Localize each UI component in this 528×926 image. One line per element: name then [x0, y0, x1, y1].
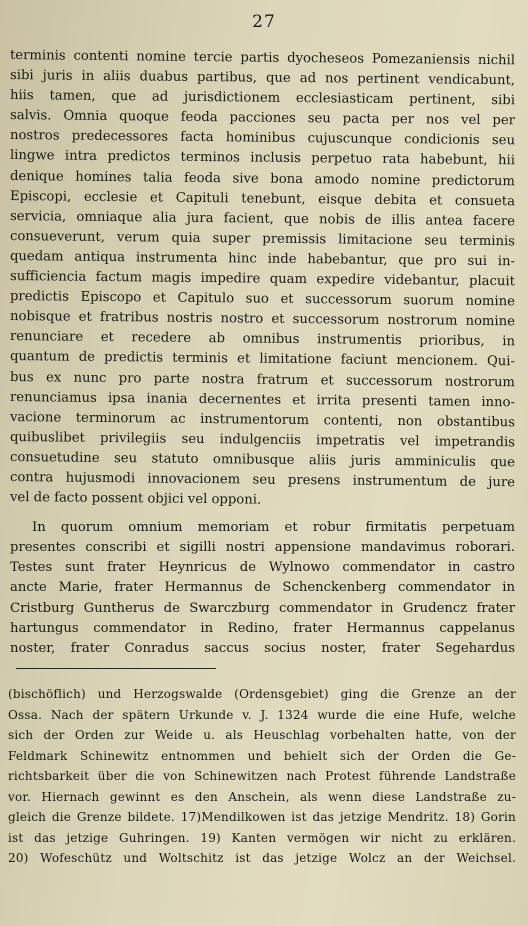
- text-line: vacione terminorum ac instrumentorum contenti, non obstantibus: [9, 409, 516, 430]
- latin-paragraph-2: [10, 518, 515, 659]
- text-line: lingwe intra predictos terminos inclusis perpetuo rata habebunt, hii: [9, 148, 516, 169]
- text-line: terminis contenti nomine tercie partis dyocheseos Pomezaniensis nichil: [9, 48, 516, 69]
- page-number: 27: [252, 12, 276, 32]
- text-line: contra hujusmodi innovacionem seu presens instrumentum de jure: [9, 469, 516, 491]
- text-line: noster, frater Conradus saccus socius noster, frater Segehardus: [10, 640, 515, 656]
- text-line: sibi juris in aliis duabus partibus, que ad nos pertinent vendicabunt,: [9, 68, 516, 89]
- text-line: renunciamus ipsa inania decernentes et irrita presenti tamen inno-: [9, 389, 516, 410]
- footnote-line: vor. Hiernach gewinnt es den Anschein, als wenn diese Landstraße zu-: [8, 789, 516, 804]
- footnote-divider: [16, 668, 216, 669]
- latin-paragraph-1: [10, 46, 515, 508]
- text-line: Episcopi, ecclesie et Capituli tenebunt, eisque debita et consueta: [9, 188, 516, 209]
- footnote-line: Ossa. Nach der spätern Urkunde v. J. 1324 wurde die eine Hufe, welche: [8, 707, 516, 722]
- text-line: In quorum omnium memoriam et robur firmitatis perpetuam: [32, 520, 515, 536]
- footnotes: [8, 684, 516, 869]
- text-line: salvis. Omnia quoque feoda pacciones seu pacta per nos vel per: [9, 108, 516, 129]
- text-line: denique homines talia feoda sive bona amodo nomine predictorum: [9, 168, 516, 189]
- text-line: quantum de predictis terminis et limitatione faciunt mencionem. Qui-: [9, 349, 516, 370]
- text-line: quedam antiqua instrumenta hinc inde habebantur, que pro sui in-: [9, 248, 516, 270]
- footnote-line: (bischöflich) und Herzogswalde (Ordensgebiet) ging die Grenze an der: [8, 687, 516, 701]
- text-line: Cristburg Guntherus de Swarczburg commendator in Grudencz frater: [10, 600, 515, 616]
- text-line: nobisque et fratribus nostris nostro et successorum nostrorum nomine: [9, 309, 516, 330]
- latin-charter-text: [10, 46, 515, 659]
- footnote-line: Feldmark Schinewitz entnommen und behielt sich der Orden die Ge-: [8, 748, 516, 763]
- footnote-line: gleich die Grenze bildete. 17)Mendilkowen ist das jetzige Mendritz. 18) Gorin: [8, 810, 516, 824]
- text-line: hiis tamen, que ad jurisdictionem ecclesiasticam pertinent, sibi: [9, 88, 516, 109]
- footnote-line: 20) Wofeschütz und Woltschitz ist das jetzige Wolcz an der Weichsel.: [8, 851, 516, 865]
- text-line: quibuslibet privilegiis seu indulgenciis impetratis vel impetrandis: [9, 429, 516, 451]
- text-line: hartungus commendator in Redino, frater Hermannus cappelanus: [10, 620, 515, 636]
- text-line: ancte Marie, frater Hermannus de Schenckenberg commendator in: [10, 580, 515, 596]
- footnote-line: ist das jetzige Guhringen. 19) Kanten vermögen wir nicht zu erklären.: [8, 830, 516, 845]
- text-line: consueverunt, verum quia super premissis limitacione seu terminis: [9, 228, 516, 250]
- footnote-line: sich der Orden zur Weide u. als Heuschlag vorbehalten hatte, von der: [8, 728, 516, 742]
- text-line: vel de facto possent objici vel opponi.: [9, 490, 262, 508]
- text-line: servicia, omniaque alia jura facient, que nobis de illis antea facere: [9, 208, 516, 230]
- footnote-line: richtsbarkeit über die von Schinewitzen nach Protest führende Landstraße: [8, 769, 516, 783]
- text-line: nostros predecessores facta hominibus cujuscunque condicionis seu: [9, 128, 516, 149]
- text-line: Testes sunt frater Heynricus de Wylnowo commendator in castro: [10, 560, 515, 576]
- text-line: presentes conscribi et sigilli nostri appensione mandavimus roborari.: [10, 540, 515, 556]
- text-line: renunciare et recedere ab omnibus instrumentis prioribus, in: [9, 329, 516, 350]
- text-line: sufficiencia factum magis impedire quam expedire videbantur, placuit: [9, 269, 516, 290]
- text-line: predictis Episcopo et Capitulo suo et successorum suorum nomine: [9, 289, 516, 310]
- text-line: consuetudine seu statuto omnibusque aliis juris amminiculis que: [9, 449, 516, 471]
- text-line: bus ex nunc pro parte nostra fratrum et successorum nostrorum: [9, 369, 516, 390]
